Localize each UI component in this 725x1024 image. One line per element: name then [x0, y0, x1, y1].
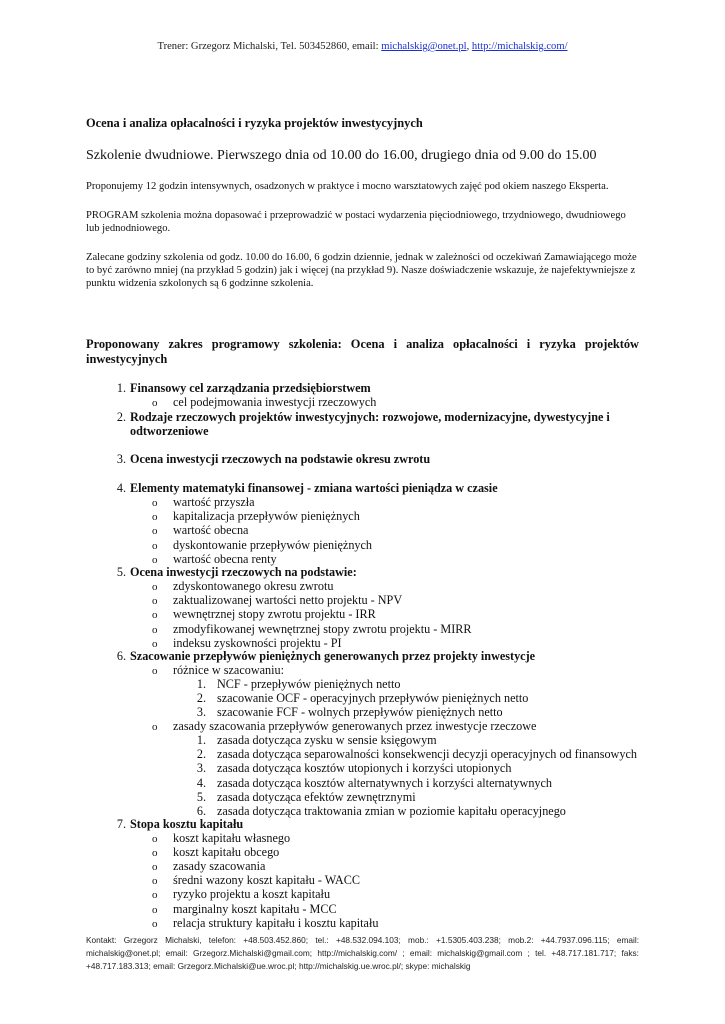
bullet-marker: o: [152, 917, 158, 930]
program-subitem: ryzyko projektu a koszt kapitału: [173, 887, 331, 902]
program-subitem: zdyskontowanego okresu zwrotu: [173, 579, 334, 593]
program-subnumber: 6.: [196, 804, 206, 818]
program-subitem: wartość obecna renty: [173, 551, 277, 566]
program-heading: Ocena inwestycji rzeczowych na podstawie:: [130, 565, 357, 579]
program-subsubitem: zasada dotycząca kosztów utopionych i korzyści utopionych: [217, 761, 512, 776]
program-subsubitem: zasada dotycząca kosztów alternatywnych i korzyści alternatywnych: [217, 775, 553, 790]
contact-footer: Kontakt: Grzegorz Michalski, telefon: +48.503.452.860; tel.: +48.532.094.103; mob.: +1.5305.403.238; mob.2: +44.7937.096.115; email: michalskig@onet.pl; email: Grzegorz.Michalski@gmail.com; http://michalskig.com/ ; email: michalskig@gmail.com ; tel. +48.717.181.717; faks: +48.717.183.313; email: Grzegorz.Michalski@ue.wroc.pl; http://michalskig.ue.wroc.pl/; skype: michalskig: [86, 935, 639, 971]
program-subitem: relacja struktury kapitału i kosztu kapitału: [173, 915, 379, 930]
program-subsubitem: szacowanie FCF - wolnych przepływów pieniężnych netto: [217, 705, 503, 720]
program-subitem: cel podejmowania inwestycji rzeczowych: [173, 395, 377, 409]
intro-paragraph-3: Zalecane godziny szkolenia od godz. 10.00 do 16.00, 6 godzin dziennie, jednak w zależności od oczekiwań Zamawiającego może to być zarówno mniej (na przykład 5 godzin) jak i więcej (na przykład 9). Nasze doświadczenie wskazuje, że najefektywniejsze z punktu widzenia szkolonych są 6 godzinne szkolenia.: [86, 252, 637, 289]
program-subitem: koszt kapitału obcego: [173, 845, 280, 860]
bullet-marker: o: [152, 397, 158, 409]
program-subitem: zasady szacowania przepływów generowanych przez inwestycje rzeczowe: [173, 719, 537, 733]
header-email-link[interactable]: michalskig@onet.pl: [381, 41, 467, 52]
header-separator: ,: [466, 41, 472, 52]
program-subitem: indeksu zyskowności projektu - PI: [173, 635, 342, 650]
bullet-marker: o: [152, 553, 158, 566]
program-subnumber: 3.: [196, 761, 206, 776]
bullet-marker: o: [152, 525, 158, 538]
program-subsubitem: zasada dotycząca separowalności konsekwencji decyzji operacyjnych od finansowych: [217, 747, 637, 762]
program-heading: Szacowanie przepływów pieniężnych generowanych przez projekty inwestycje: [130, 649, 536, 663]
program-subsubitem: zasada dotycząca traktowania zmian w poziomie kapitału operacyjnego: [217, 804, 566, 818]
program-subitem: marginalny koszt kapitału - MCC: [173, 901, 337, 916]
bullet-marker: o: [152, 889, 158, 902]
header-url-link[interactable]: http://michalskig.com/: [471, 41, 568, 52]
program-subitem: średni wazony koszt kapitału - WACC: [173, 873, 360, 888]
program-subnumber: 5.: [196, 789, 206, 804]
program-heading: Stopa kosztu kapitału: [130, 817, 244, 831]
program-subnumber: 1.: [196, 677, 206, 691]
bullet-marker: o: [152, 595, 158, 608]
program-subnumber: 1.: [196, 733, 206, 747]
program-subitem: zmodyfikowanej wewnętrznej stopy zwrotu projektu - MIRR: [173, 621, 472, 636]
program-number: 1.: [116, 381, 126, 395]
program-subsubitem: szacowanie OCF - operacyjnych przepływów pieniężnych netto: [217, 691, 529, 706]
program-subnumber: 3.: [196, 705, 206, 720]
intro-paragraph-1: Proponujemy 12 godzin intensywnych, osadzonych w praktyce i mocno warsztatowych zajęć pod okiem naszego Eksperta.: [86, 181, 609, 192]
scope-title: Proponowany zakres programowy szkolenia: Ocena i analiza opłacalności i ryzyka projektów inwestycyjnych: [86, 337, 639, 366]
program-subsubitem: zasada dotycząca efektów zewnętrznymi: [217, 789, 416, 804]
program-subitem: wewnętrznej stopy zwrotu projektu - IRR: [173, 607, 376, 622]
program-number: 5.: [116, 565, 126, 579]
program-subitem: zasady szacowania: [173, 859, 266, 874]
program-number: 2.: [116, 410, 126, 424]
program-heading-continued: odtworzeniowe: [130, 424, 209, 438]
bullet-marker: o: [152, 833, 158, 845]
document-title: Ocena i analiza opłacalności i ryzyka projektów inwestycyjnych: [86, 116, 423, 130]
program-subitem: wartość obecna: [173, 523, 249, 538]
program-subitem: wartość przyszła: [173, 495, 255, 509]
program-number: 4.: [116, 481, 126, 495]
bullet-marker: o: [152, 623, 158, 636]
bullet-marker: o: [152, 637, 158, 650]
program-subitem: różnice w szacowaniu:: [173, 663, 284, 677]
program-heading: Elementy matematyki finansowej - zmiana wartości pieniądza w czasie: [130, 481, 498, 495]
program-subitem: zaktualizowanej wartości netto projektu - NPV: [173, 593, 403, 608]
program-number: 3.: [116, 452, 126, 466]
program-subitem: kapitalizacja przepływów pieniężnych: [173, 509, 360, 524]
bullet-marker: o: [152, 861, 158, 874]
bullet-marker: o: [152, 609, 158, 622]
bullet-marker: o: [152, 875, 158, 888]
bullet-marker: o: [152, 903, 158, 916]
bullet-marker: o: [152, 581, 158, 593]
program-heading: Ocena inwestycji rzeczowych na podstawie okresu zwrotu: [130, 452, 431, 466]
program-heading: Finansowy cel zarządzania przedsiębiorstwem: [130, 381, 371, 395]
intro-paragraph-2: PROGRAM szkolenia można dopasować i przeprowadzić w postaci wydarzenia pięciodniowego, trzydniowego, dwudniowego lub jednodniowego.: [86, 210, 626, 234]
program-subnumber: 4.: [196, 775, 206, 790]
program-subitem: koszt kapitału własnego: [173, 831, 291, 845]
program-subnumber: 2.: [196, 691, 206, 706]
bullet-marker: o: [152, 539, 158, 552]
bullet-marker: o: [152, 721, 158, 733]
bullet-marker: o: [152, 497, 158, 509]
program-subsubitem: zasada dotycząca zysku w sensie księgowym: [217, 733, 437, 747]
bullet-marker: o: [152, 665, 158, 677]
program-subitem: dyskontowanie przepływów pieniężnych: [173, 537, 373, 552]
program-number: 7.: [116, 817, 126, 831]
bullet-marker: o: [152, 847, 158, 860]
document-subtitle: Szkolenie dwudniowe. Pierwszego dnia od 10.00 do 16.00, drugiego dnia od 9.00 do 15.00: [86, 148, 597, 163]
header-prefix: Trener: Grzegorz Michalski, Tel. 503452860, email:: [157, 41, 382, 52]
program-heading: Rodzaje rzeczowych projektów inwestycyjnych: rozwojowe, modernizacyjne, dywestycyjne i: [130, 410, 610, 424]
bullet-marker: o: [152, 511, 158, 524]
page-header: [0, 41, 725, 52]
program-number: 6.: [116, 649, 126, 663]
program-subsubitem: NCF - przepływów pieniężnych netto: [217, 677, 401, 691]
program-subnumber: 2.: [196, 747, 206, 762]
